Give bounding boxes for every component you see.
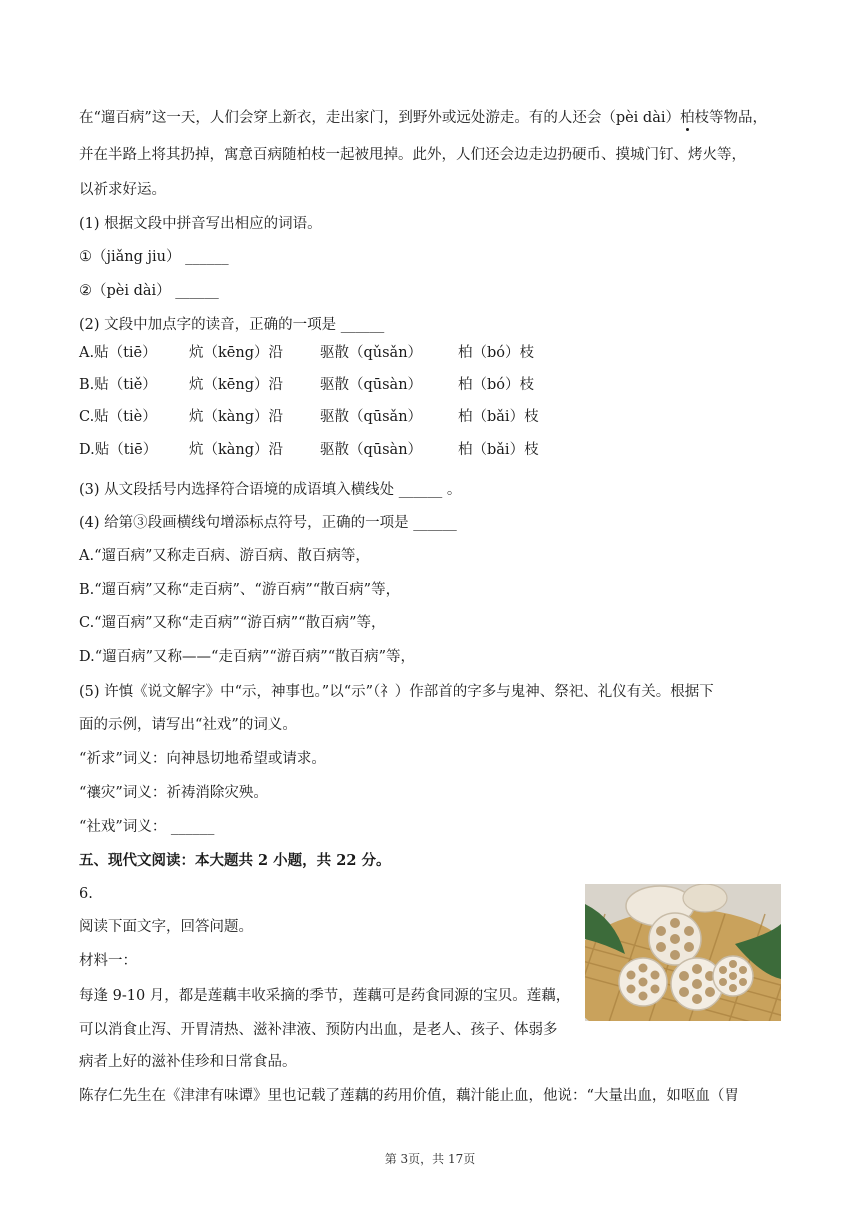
- lotus-root-photo: [585, 884, 781, 1021]
- material-1-line-4: 陈存仁先生在《津津有味谭》里也记载了莲藕的药用价值，藕汁能止血，他说：“大量出血，如呕血（胃: [79, 1088, 739, 1104]
- material-1-line-2: 可以消食止泻、开胃清热、滋补津液、预防内出血，是老人、孩子、体弱多: [79, 1022, 558, 1038]
- question-1b: ②（pèi dài） ______: [79, 283, 219, 299]
- question-4: (4) 给第③段画横线句增添标点符号，正确的一项是 ______: [79, 515, 457, 531]
- q4-option-a: A.“遛百病”又称走百病、游百病、散百病等，: [79, 548, 370, 564]
- question-2: (2) 文段中加点字的读音，正确的一项是 ______: [79, 317, 385, 333]
- intro-line-3: 以祈求好运。: [79, 182, 166, 198]
- q4-option-d: D.“遛百病”又称——“走百病”“游百病”“散百病”等，: [79, 649, 416, 665]
- question-5-line-1: (5) 许慎《说文解字》中“示，神事也。”以“示”（礻）作部首的字多与鬼神、祭祀、礼仪有关。根据下: [79, 684, 714, 700]
- question-5-line-2: 面的示例，请写出“社戏”的词义。: [79, 717, 297, 733]
- section-heading: 五、现代文阅读：本大题共 2 小题，共 22 分。: [79, 852, 391, 869]
- material-1-label: 材料一：: [79, 953, 137, 969]
- q4-option-c: C.“遛百病”又称“走百病”“游百病”“散百病”等，: [79, 615, 386, 631]
- material-1-line-1: 每逢 9-10 月，都是莲藕丰收采摘的季节，莲藕可是药食同源的宝贝。莲藕，: [79, 988, 571, 1004]
- intro-line-1: 在“遛百病”这一天，人们会穿上新衣，走出家门，到野外或远处游走。有的人还会（pèi dài）柏枝等物品，: [79, 110, 767, 126]
- question-6-instruction: 阅读下面文字，回答问题。: [79, 919, 253, 935]
- q4-option-b: B.“遛百病”又称“走百病”、“游百病”“散百病”等，: [79, 582, 401, 598]
- question-1a: ①（jiǎng jiu） ______: [79, 249, 229, 265]
- dotted-character: 柏: [680, 110, 695, 126]
- question-6-number: 6.: [79, 886, 93, 902]
- page-footer: 第 3页，共 17页: [384, 1152, 476, 1166]
- example-rangzai: “禳灾”词义：祈祷消除灾殃。: [79, 785, 268, 801]
- question-1: (1) 根据文段中拼音写出相应的词语。: [79, 216, 322, 232]
- question-3: (3) 从文段括号内选择符合语境的成语填入横线处 ______ 。: [79, 482, 462, 498]
- example-qiqiu: “祈求”词义：向神恳切地希望或请求。: [79, 751, 326, 767]
- example-sheixi: “社戏”词义： ______: [79, 819, 215, 835]
- material-1-line-3: 病者上好的滋补佳珍和日常食品。: [79, 1054, 297, 1070]
- intro-line-2: 并在半路上将其扔掉，寓意百病随柏枝一起被甩掉。此外，人们还会边走边扔硬币、摸城门钉、烤火等，: [79, 147, 746, 163]
